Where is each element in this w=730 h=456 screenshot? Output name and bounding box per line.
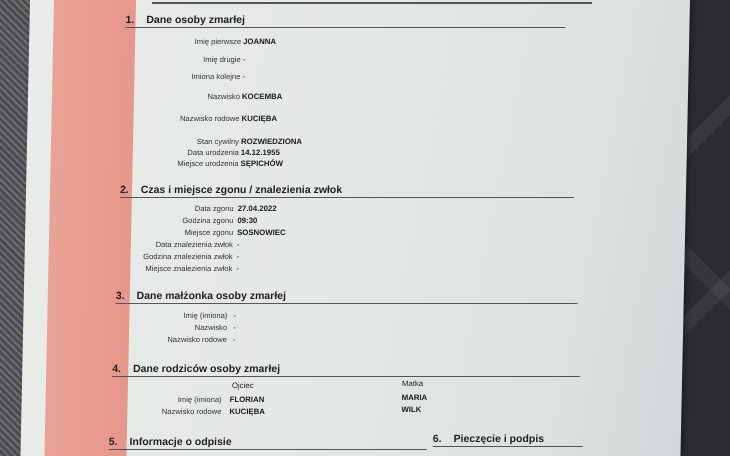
field-label: Imię drugie bbox=[203, 55, 241, 64]
section-number: 3. bbox=[115, 290, 125, 302]
death-place-value: SOSNOWIEC bbox=[237, 228, 286, 237]
surname-value: KOCEMBA bbox=[241, 92, 283, 101]
other-names-value: - bbox=[242, 72, 246, 81]
field-label: Miejsce zgonu bbox=[184, 228, 234, 237]
second-name-value: - bbox=[242, 55, 246, 64]
marital-status-value: ROZWIEDZIONA bbox=[240, 137, 303, 146]
section-6-header bbox=[433, 433, 583, 447]
field-label: Imiona kolejne bbox=[191, 72, 241, 81]
mother-name-value: MARIA bbox=[401, 393, 428, 402]
family-name-value: KUCIĘBA bbox=[241, 114, 278, 123]
pink-margin-strip bbox=[44, 0, 136, 456]
section-5-header bbox=[109, 436, 427, 450]
field-label: Stan cywilny bbox=[196, 137, 240, 146]
security-watermark bbox=[324, 40, 589, 280]
body-found-place-value: - bbox=[236, 264, 240, 273]
spouse-surname-value: - bbox=[233, 323, 236, 332]
field-label: Miejsce znalezienia zwłok bbox=[145, 264, 233, 273]
first-name-value: JOANNA bbox=[243, 37, 277, 46]
section-title: Dane osoby zmarłej bbox=[146, 14, 246, 26]
field-label: Data urodzenia bbox=[187, 148, 239, 157]
section-number: 5. bbox=[108, 436, 118, 448]
body-found-time-value: - bbox=[236, 252, 240, 261]
section-number: 4. bbox=[112, 363, 122, 375]
death-date-value: 27.04.2022 bbox=[237, 204, 277, 213]
section-number: 1. bbox=[125, 14, 135, 26]
section-title: Pieczęcie i podpis bbox=[453, 433, 545, 445]
field-label: Miejsce urodzenia bbox=[177, 159, 239, 168]
section-4-header bbox=[112, 363, 580, 377]
field-label: Data znalezienia zwłok bbox=[155, 240, 233, 249]
section-title: Dane małżonka osoby zmarłej bbox=[136, 290, 287, 302]
section-title: Czas i miejsce zgonu / znalezienia zwłok bbox=[140, 184, 343, 196]
section-1-header bbox=[125, 14, 565, 28]
spouse-name-value: - bbox=[233, 311, 237, 320]
field-label: Nazwisko bbox=[194, 323, 228, 332]
field-label: Imię pierwsze bbox=[194, 37, 242, 46]
section-3-header bbox=[116, 290, 578, 304]
field-label: Godzina zgonu bbox=[182, 216, 234, 225]
field-label: Godzina znalezienia zwłok bbox=[143, 252, 233, 261]
section-2-header bbox=[120, 184, 574, 198]
death-time-value: 09:30 bbox=[237, 216, 258, 225]
birth-place-value: SĘPICHÓW bbox=[240, 159, 284, 168]
section-number: 6. bbox=[432, 433, 442, 445]
body-found-date-value: - bbox=[236, 240, 240, 249]
field-label: Data zgonu bbox=[194, 204, 234, 213]
father-family-name-value: KUCIĘBA bbox=[229, 407, 266, 416]
field-label: Nazwisko rodowe bbox=[167, 335, 227, 344]
father-name-value: FLORIAN bbox=[229, 395, 265, 404]
section-number: 2. bbox=[119, 184, 129, 196]
father-column-header: Ojciec bbox=[231, 381, 254, 390]
document-sheet bbox=[20, 0, 690, 456]
section-title: Dane rodziców osoby zmarłej bbox=[132, 363, 281, 375]
field-label: Nazwisko bbox=[207, 92, 241, 101]
field-label: Imię (imiona) bbox=[177, 395, 222, 404]
section-title: Informacje o odpisie bbox=[129, 436, 232, 448]
spouse-family-name-value: - bbox=[232, 335, 236, 344]
mother-column-header: Matka bbox=[401, 379, 424, 388]
field-label: Nazwisko rodowe bbox=[179, 114, 240, 123]
mother-family-name-value: WILK bbox=[401, 405, 422, 414]
birth-date-value: 14.12.1955 bbox=[240, 148, 280, 157]
field-label: Nazwisko rodowe bbox=[161, 407, 222, 416]
top-rule bbox=[152, 2, 592, 4]
field-label: Imię (imiona) bbox=[183, 311, 228, 320]
